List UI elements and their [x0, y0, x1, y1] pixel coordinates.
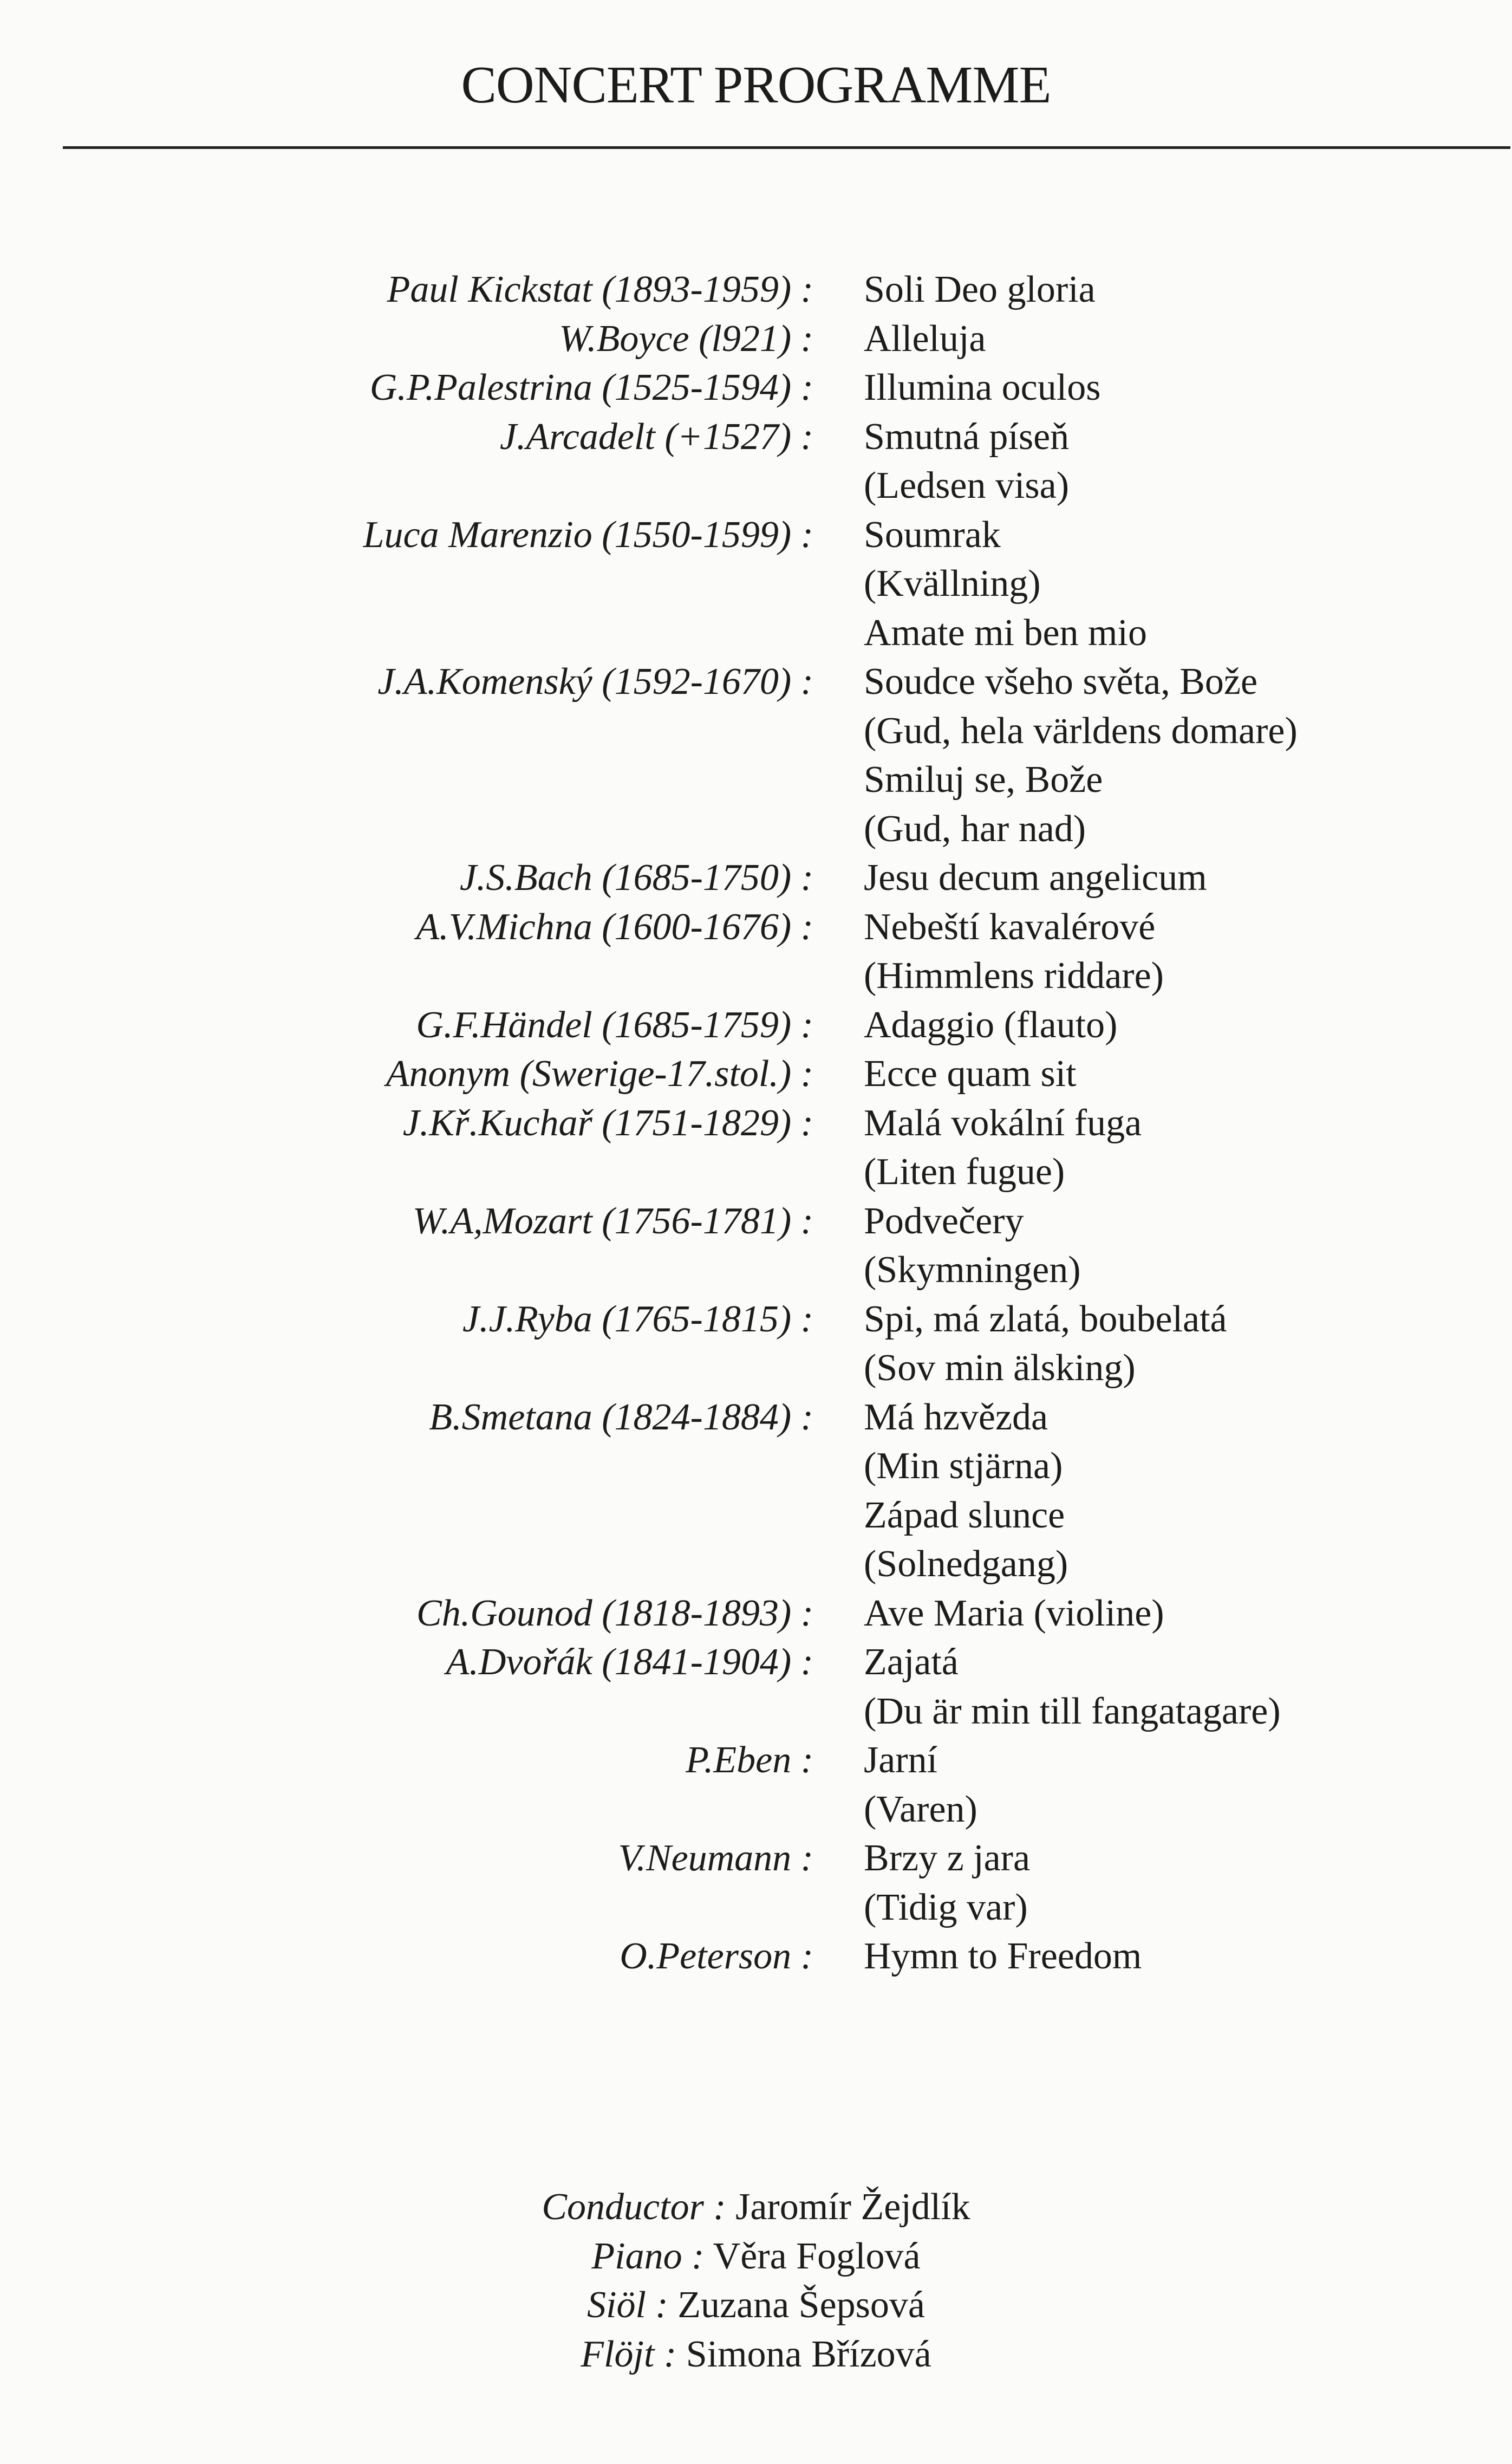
work-title: (Gud, hela världens domare)	[864, 710, 1298, 752]
composer-name: W.A,Mozart (1756-1781) :	[412, 1200, 813, 1242]
work-titles	[864, 1589, 1512, 1639]
work-title: Zajatá	[864, 1641, 959, 1683]
programme-entry	[0, 854, 1512, 903]
work-title: Soudce všeho světa, Bože	[864, 661, 1258, 703]
programme-entry	[0, 413, 1512, 511]
work-title: (Varen)	[864, 1788, 977, 1830]
credit-role: Conductor :	[542, 2186, 726, 2228]
credit-role: Siöl :	[587, 2284, 668, 2326]
programme-entry	[0, 1932, 1512, 1981]
credit-line	[0, 2232, 1512, 2281]
work-title: (Liten fugue)	[864, 1151, 1065, 1193]
programme-entry	[0, 1001, 1512, 1050]
composer-name: G.F.Händel (1685-1759) :	[416, 1004, 813, 1046]
credit-name: Zuzana Šepsová	[677, 2284, 925, 2326]
work-title: Spi, má zlatá, boubelatá	[864, 1298, 1227, 1340]
work-title: (Tidig var)	[864, 1886, 1028, 1928]
programme-entry	[0, 1050, 1512, 1099]
work-title: (Gud, har nad)	[864, 808, 1086, 850]
work-title: (Min stjärna)	[864, 1445, 1063, 1487]
credit-line	[0, 2183, 1512, 2232]
composer-name: J.A.Komenský (1592-1670) :	[377, 661, 813, 703]
composer-name: A.V.Michna (1600-1676) :	[416, 906, 813, 948]
work-titles	[864, 511, 1512, 658]
composer-name: J.Kř.Kuchař (1751-1829) :	[402, 1102, 813, 1144]
title-divider	[63, 146, 1510, 149]
work-title: Jarní	[864, 1739, 938, 1781]
work-title: Ave Maria (violine)	[864, 1592, 1164, 1634]
work-title: Má hzvězda	[864, 1396, 1048, 1438]
work-title: Podvečery	[864, 1200, 1024, 1242]
programme-entry	[0, 511, 1512, 658]
composer-name: O.Peterson :	[620, 1935, 813, 1977]
composer-name: Anonym (Swerige-17.stol.) :	[386, 1053, 813, 1095]
work-titles	[864, 363, 1512, 413]
credit-line	[0, 2330, 1512, 2380]
composer-name: G.P.Palestrina (1525-1594) :	[369, 367, 813, 408]
work-title: Jesu decum angelicum	[864, 857, 1207, 899]
work-title: (Himmlens riddare)	[864, 955, 1164, 997]
work-titles	[864, 1099, 1512, 1197]
work-title: Smutná píseň	[864, 415, 1070, 458]
work-title: Illumina oculos	[864, 367, 1101, 408]
work-title: Soumrak	[864, 513, 1001, 556]
programme-entry	[0, 265, 1512, 315]
work-titles	[864, 1736, 1512, 1834]
composer-name: V.Neumann :	[618, 1837, 813, 1879]
programme-list	[0, 265, 1512, 1981]
work-title: (Skymningen)	[864, 1249, 1081, 1291]
work-titles	[864, 1932, 1512, 1981]
credit-name: Jaromír Žejdlík	[735, 2186, 970, 2228]
work-title: (Sov min älsking)	[864, 1347, 1136, 1389]
work-titles	[864, 1050, 1512, 1099]
work-titles	[864, 854, 1512, 903]
programme-entry	[0, 1638, 1512, 1736]
work-title: (Solnedgang)	[864, 1543, 1068, 1585]
composer-name: B.Smetana (1824-1884) :	[429, 1396, 813, 1438]
composer-name: Luca Marenzio (1550-1599) :	[363, 513, 813, 556]
programme-entry	[0, 903, 1512, 1001]
work-title: Ecce quam sit	[864, 1053, 1077, 1095]
credit-name: Simona Břízová	[686, 2333, 931, 2375]
performer-credits	[0, 2183, 1512, 2379]
work-title: Soli Deo gloria	[864, 269, 1096, 310]
composer-name: A.Dvořák (1841-1904) :	[446, 1641, 813, 1683]
composer-name: P.Eben :	[686, 1739, 813, 1781]
credit-name: Věra Foglová	[713, 2235, 921, 2277]
programme-entry	[0, 1834, 1512, 1932]
work-titles	[864, 265, 1512, 315]
work-titles	[864, 1197, 1512, 1295]
work-title: Adaggio (flauto)	[864, 1004, 1118, 1046]
composer-name: J.J.Ryba (1765-1815) :	[462, 1298, 813, 1340]
work-titles	[864, 1834, 1512, 1932]
programme-entry	[0, 1099, 1512, 1197]
credit-role: Piano :	[591, 2235, 705, 2277]
work-titles	[864, 1393, 1512, 1589]
composer-name: Ch.Gounod (1818-1893) :	[416, 1592, 813, 1634]
programme-entry	[0, 1736, 1512, 1834]
composer-name: J.S.Bach (1685-1750) :	[459, 857, 813, 899]
programme-entry	[0, 1589, 1512, 1639]
composer-name: J.Arcadelt (+1527) :	[499, 415, 813, 458]
work-titles	[864, 315, 1512, 364]
programme-entry	[0, 658, 1512, 854]
work-title: (Ledsen visa)	[864, 465, 1070, 506]
work-titles	[864, 658, 1512, 854]
programme-entry	[0, 1295, 1512, 1393]
work-title: Nebeští kavalérové	[864, 906, 1156, 948]
work-title: Západ slunce	[864, 1494, 1065, 1536]
programme-entry	[0, 363, 1512, 413]
work-title: Malá vokální fuga	[864, 1102, 1142, 1144]
work-title: Smiluj se, Bože	[864, 759, 1103, 801]
work-title: Brzy z jara	[864, 1837, 1031, 1879]
credit-role: Flöjt :	[581, 2333, 677, 2375]
programme-entry	[0, 1197, 1512, 1295]
programme-entry	[0, 315, 1512, 364]
work-titles	[864, 1638, 1512, 1736]
work-title: (Kvällning)	[864, 563, 1041, 604]
work-titles	[864, 903, 1512, 1001]
composer-name: Paul Kickstat (1893-1959) :	[387, 269, 813, 310]
credit-line	[0, 2281, 1512, 2330]
work-titles	[864, 1001, 1512, 1050]
work-title: (Du är min till fangatagare)	[864, 1690, 1281, 1732]
work-titles	[864, 1295, 1512, 1393]
page-title: CONCERT PROGRAMME	[461, 56, 1051, 114]
work-title: Hymn to Freedom	[864, 1935, 1142, 1977]
work-titles	[864, 413, 1512, 511]
work-title: Alleluja	[864, 317, 986, 360]
work-title: Amate mi ben mio	[864, 612, 1147, 654]
programme-entry	[0, 1393, 1512, 1589]
composer-name: W.Boyce (l921) :	[559, 317, 813, 360]
